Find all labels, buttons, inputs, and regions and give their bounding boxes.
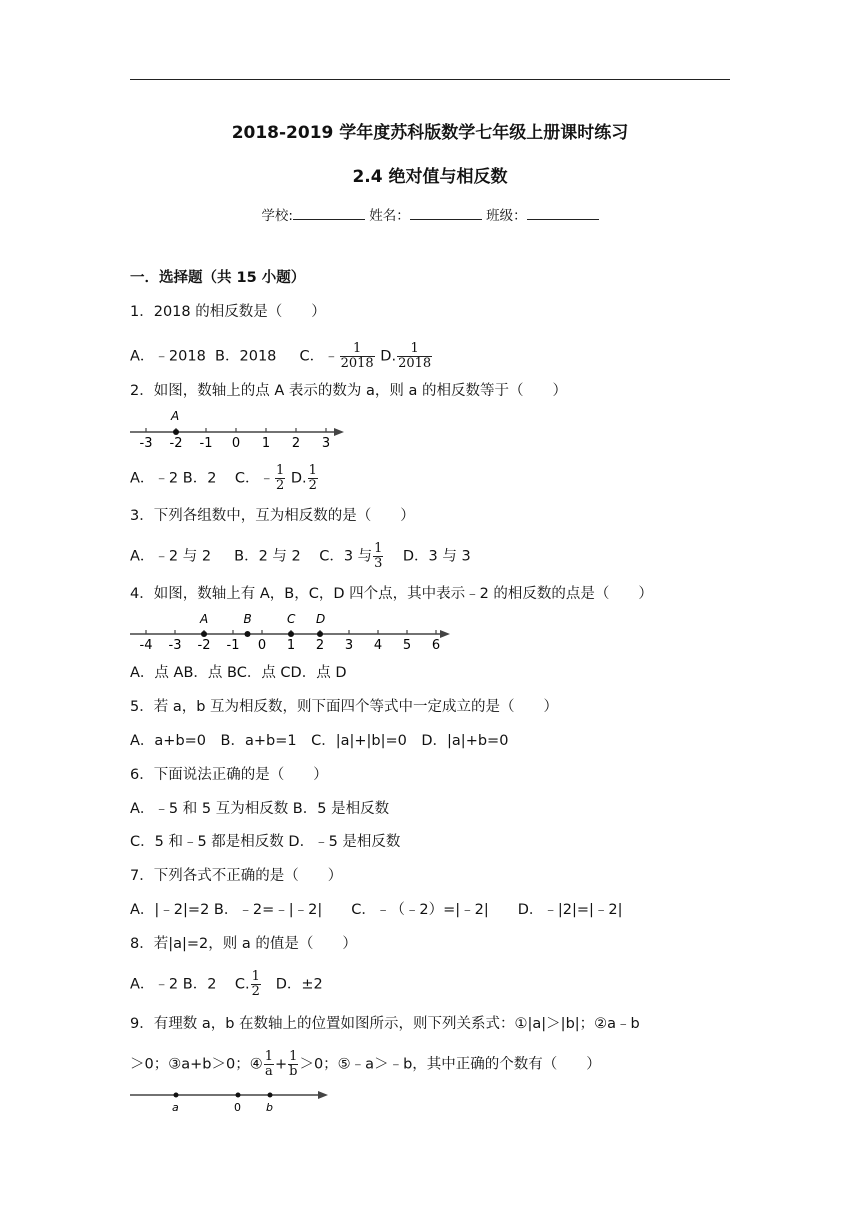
q9-fraction-1-over-b: $\frac{1}{b}$	[289, 1049, 298, 1079]
q2-c-fraction: $\frac{1}{2}$	[276, 463, 285, 493]
q9-fraction-1-over-a: $\frac{1}{a}$	[264, 1049, 273, 1079]
q9-stem: 9．有理数 a，b 在数轴上的位置如图所示，则下列关系式：①|a|＞|b|；②a﹣b	[130, 1016, 640, 1032]
q9-point-b	[268, 1093, 273, 1098]
q4-point-label-c: C	[287, 612, 296, 626]
q3-stem: 3．下列各组数中，互为相反数的是（ ）	[130, 508, 415, 524]
q4-tick-label: 2	[315, 638, 325, 652]
q4-tick-label: 5	[402, 638, 412, 652]
q3-option-d: D．3 与 3	[402, 548, 471, 565]
name-label: 姓名：	[369, 208, 410, 224]
q9-label-b: b	[266, 1101, 273, 1114]
q6-options-line1: A．﹣5 和 5 互为相反数 B．5 是相反数	[130, 801, 390, 817]
q1-option-d: D.	[380, 348, 397, 365]
q2-tick-label: 3	[321, 436, 331, 448]
q2-options	[130, 464, 319, 493]
q3-option-a: A．﹣2 与 2	[130, 548, 212, 565]
q2-tick-label: -3	[139, 436, 153, 448]
q4-options: A．点 AB．点 BC．点 CD．点 D	[130, 665, 347, 681]
q2-d-fraction: $\frac{1}{2}$	[308, 463, 317, 493]
q2-option-c: C．﹣	[234, 470, 274, 487]
q9-label-zero: 0	[234, 1101, 241, 1114]
q2-tick-label: 2	[291, 436, 301, 448]
q4-tick-label: -3	[168, 638, 182, 652]
q4-point-label-d: D	[316, 612, 326, 626]
q2-tick-label: 1	[261, 436, 271, 448]
q2-point-label: A	[171, 409, 180, 423]
q1-options	[130, 342, 433, 371]
q9-point-zero	[236, 1093, 241, 1098]
q8-stem: 8．若|a|=2，则 a 的值是（ ）	[130, 936, 357, 952]
q9-number-line	[128, 1088, 334, 1118]
q1-option-b: B．2018	[215, 348, 277, 365]
q2-tick-label: -2	[169, 436, 183, 448]
q1-option-c: C．﹣	[299, 348, 339, 365]
q4-number-line	[128, 610, 458, 652]
q5-options: A．a+b=0 B．a+b=1 C．|a|+|b|=0 D．|a|+b=0	[130, 733, 509, 749]
q4-point-a	[201, 631, 207, 637]
q9-label-a: a	[172, 1101, 179, 1114]
q1-d-fraction: $\frac{1}{2018}$	[398, 341, 432, 371]
q4-tick-label: -1	[226, 638, 240, 652]
q7-stem: 7．下列各式不正确的是（ ）	[130, 868, 343, 884]
q3-c-fraction: $\frac{1}{3}$	[374, 541, 383, 571]
q4-point-label-a: A	[200, 612, 209, 626]
q2-tick-label: 0	[231, 436, 241, 448]
page-subtitle: 2.4 绝对值与相反数	[352, 167, 508, 187]
student-info-line	[0, 204, 860, 224]
q2-option-ab: A．﹣2 B．2	[130, 470, 217, 487]
q1-c-fraction: $\frac{1}{2018}$	[340, 341, 374, 371]
q2-stem: 2．如图，数轴上的点 A 表示的数为 a，则 a 的相反数等于（ ）	[130, 383, 567, 399]
q7-options: A．|﹣2|=2 B．﹣2=﹣|﹣2| C．﹣（﹣2）=|﹣2| D．﹣|2|=|﹣2|	[130, 902, 623, 918]
q2-tick-label: -1	[199, 436, 213, 448]
q8-option-ab: A．﹣2 B．2	[130, 976, 217, 993]
q3-option-c: C．3 与	[319, 548, 373, 565]
q9-stem-line2: ＞0；③a+b＞0；④ $\frac{1}{a}$ + $\frac{1}{b}$ ＞0；⑤﹣a＞﹣b，其中正确的个数有（ ）	[130, 1049, 601, 1079]
q3-option-b: B．2 与 2	[234, 548, 301, 565]
q4-tick-label: 1	[286, 638, 296, 652]
q6-stem: 6．下面说法正确的是（ ）	[130, 767, 328, 783]
q8-options	[130, 970, 323, 999]
q4-tick-label: -4	[139, 638, 153, 652]
header-rule	[130, 79, 730, 80]
q4-tick-label: -2	[197, 638, 211, 652]
name-blank[interactable]	[410, 206, 482, 220]
q4-tick-label: 4	[373, 638, 383, 652]
q4-point-d	[317, 631, 323, 637]
q4-tick-label: 0	[257, 638, 267, 652]
q2-option-d: D.	[290, 470, 307, 487]
q8-option-d: D．±2	[275, 976, 323, 993]
q2-point-a	[173, 429, 179, 435]
school-blank[interactable]	[293, 206, 365, 220]
class-blank[interactable]	[527, 206, 599, 220]
q4-stem: 4．如图，数轴上有 A，B，C，D 四个点，其中表示﹣2 的相反数的点是（ ）	[130, 586, 653, 602]
q1-option-a: A．﹣2018	[130, 348, 206, 365]
class-label: 班级：	[486, 208, 527, 224]
q8-option-c: C.	[234, 976, 250, 993]
section-heading: 一．选择题（共 15 小题）	[130, 270, 306, 286]
page-title: 2018-2019 学年度苏科版数学七年级上册课时练习	[231, 123, 629, 143]
q6-options-line2: C．5 和﹣5 都是相反数 D．﹣5 是相反数	[130, 834, 401, 850]
q4-point-label-b: B	[243, 612, 252, 626]
q2-number-line	[128, 408, 350, 448]
q9-point-a	[174, 1093, 179, 1098]
school-label: 学校:	[261, 208, 293, 224]
q5-stem: 5．若 a，b 互为相反数，则下面四个等式中一定成立的是（ ）	[130, 699, 559, 715]
q8-c-fraction: $\frac{1}{2}$	[251, 969, 260, 999]
q4-tick-label: 3	[344, 638, 354, 652]
q1-stem: 1．2018 的相反数是（ ）	[130, 304, 326, 320]
q4-point-c	[288, 631, 294, 637]
q4-point-b	[245, 631, 251, 637]
q3-options	[130, 542, 471, 571]
q4-tick-label: 6	[431, 638, 441, 652]
